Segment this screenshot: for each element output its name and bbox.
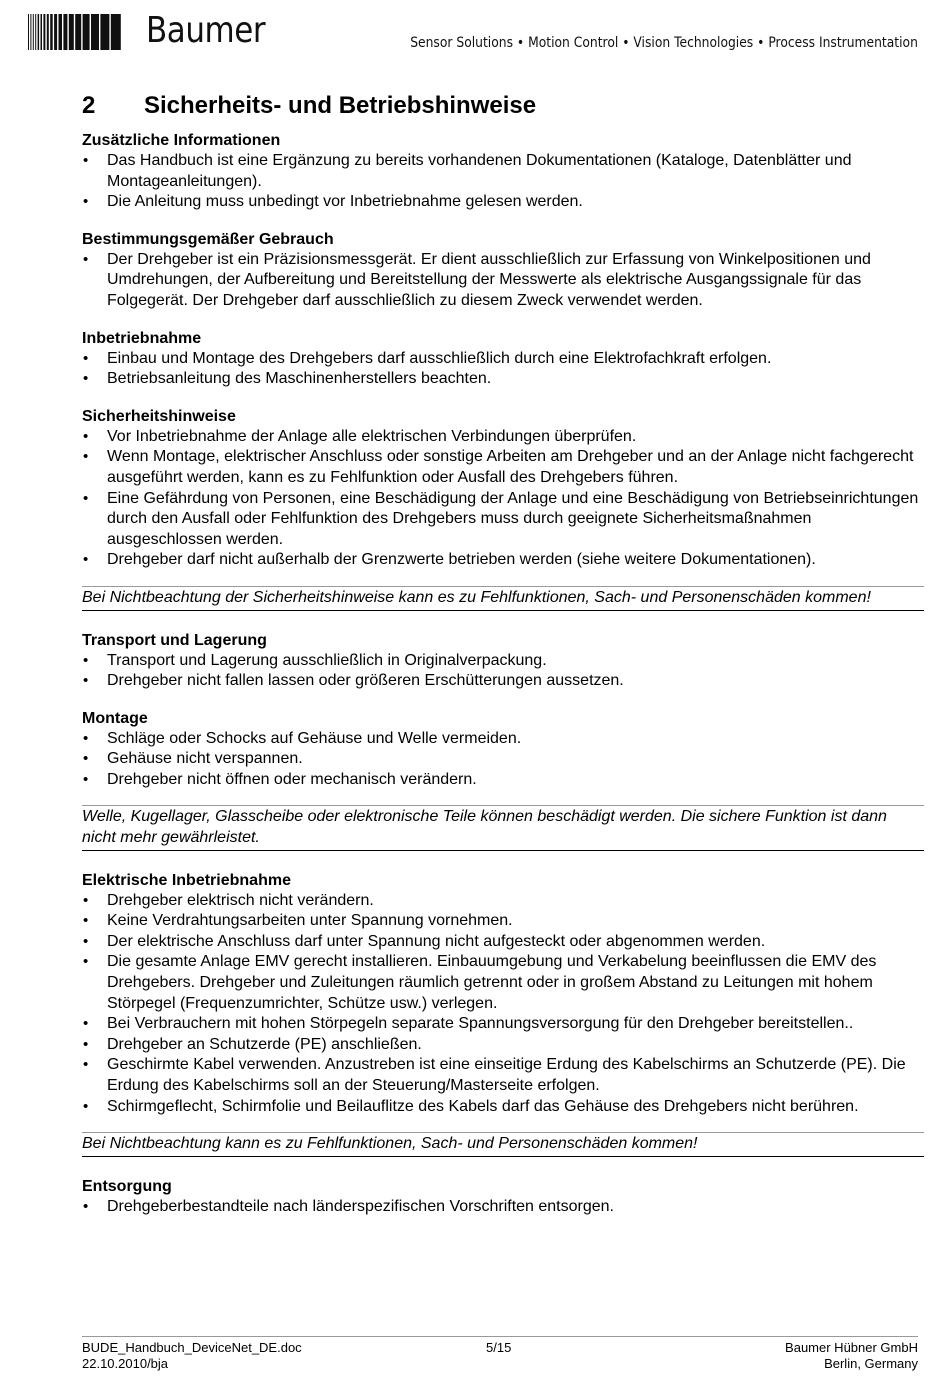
section [82,328,924,390]
chapter-title: Sicherheits- und Betriebshinweise [144,92,537,119]
section-heading: Bestimmungsgemäßer Gebrauch [82,230,334,248]
list-item: • Keine Verdrahtungsarbeiten unter Spannung vornehmen. [82,911,924,932]
section [82,630,924,692]
list-item: • Drehgeberbestandteile nach länderspezifischen Vorschriften entsorgen. [82,1197,924,1218]
section-heading: Transport und Lagerung [82,631,267,649]
list-item: • Gehäuse nicht verspannen. [82,749,924,770]
bullet-list [82,651,924,692]
section-heading: Montage [82,709,148,727]
header-tagline: Sensor Solutions • Motion Control • Vision Technologies • Process Instrumentation [410,35,918,51]
list-item: • Drehgeber an Schutzerde (PE) anschließen. [82,1035,924,1056]
section-heading: Entsorgung [82,1177,172,1195]
list-item: • Wenn Montage, elektrischer Anschluss oder sonstige Arbeiten am Drehgeber und an der Anlage nicht fachgerecht ausgeführt werden, kann es zu Fehlfunktion oder Ausfall des Drehgebers führen. [82,447,924,488]
list-item: • Einbau und Montage des Drehgebers darf ausschließlich durch eine Elektrofachkraft erfolgen. [82,349,924,370]
section-heading: Sicherheitshinweise [82,407,236,425]
list-item: • Schirmgeflecht, Schirmfolie und Beilauflitze des Kabels darf das Gehäuse des Drehgebers nicht berühren. [82,1097,924,1118]
warning-note: Bei Nichtbeachtung kann es zu Fehlfunktionen, Sach- und Personenschäden kommen! [82,1132,924,1157]
list-item: • Drehgeber darf nicht außerhalb der Grenzwerte betrieben werden (siehe weitere Dokumentationen). [82,550,924,571]
footer-right [785,1340,918,1372]
page-content [82,92,924,1233]
footer-date: 22.10.2010/bja [82,1356,169,1371]
list-item: • Bei Verbrauchern mit hohen Störpegeln separate Spannungsversorgung für den Drehgeber bereitstellen.. [82,1014,924,1035]
footer-filename: BUDE_Handbuch_DeviceNet_DE.doc [82,1340,302,1355]
bullet-list [82,151,924,213]
bullet-list [82,729,924,791]
list-item: • Drehgeber nicht fallen lassen oder größeren Erschütterungen aussetzen. [82,671,924,692]
list-item: • Geschirmte Kabel verwenden. Anzustreben ist eine einseitige Erdung des Kabelschirms an Schutzerde (PE). Die Erdung des Kabelschirms soll an der Steuerung/Masterseite erfolgen. [82,1055,924,1096]
section-heading: Elektrische Inbetriebnahme [82,871,291,889]
bullet-list [82,1197,924,1218]
brand-name: Baumer [146,10,266,51]
chapter-number: 2 [82,92,96,119]
footer-left [82,1340,302,1372]
sections-container [82,130,924,1217]
section [82,708,924,791]
section [82,1176,924,1218]
list-item: • Betriebsanleitung des Maschinenherstellers beachten. [82,369,924,390]
footer-company: Baumer Hübner GmbH [785,1340,918,1355]
section [82,229,924,312]
footer-location: Berlin, Germany [824,1356,918,1371]
list-item: • Drehgeber elektrisch nicht verändern. [82,891,924,912]
list-item: • Der Drehgeber ist ein Präzisionsmessgerät. Er dient ausschließlich zur Erfassung von Winkelpositionen und Umdrehungen, der Aufbereitung und Bereitstellung der Messwerte als elektrische Ausgangssignale für das Folgegerät. Der Drehgeber darf ausschließlich zu diesem Zweck verwendet werden. [82,250,924,312]
list-item: • Schläge oder Schocks auf Gehäuse und Welle vermeiden. [82,729,924,750]
warning-note: Welle, Kugellager, Glasscheibe oder elektronische Teile können beschädigt werden. Die sichere Funktion ist dann nicht mehr gewährleistet. [82,805,924,850]
list-item: • Das Handbuch ist eine Ergänzung zu bereits vorhandenen Dokumentationen (Kataloge, Datenblätter und Montageanleitungen). [82,151,924,192]
list-item: • Transport und Lagerung ausschließlich in Originalverpackung. [82,651,924,672]
bullet-list [82,427,924,571]
list-item: • Eine Gefährdung von Personen, eine Beschädigung der Anlage und eine Beschädigung von Betriebseinrichtungen durch den Ausfall oder Fehlfunktion des Drehgebers muss durch geeignete Sicherheitsmaßnahmen ausgeschlossen werden. [82,489,924,551]
footer-page-number: 5/15 [486,1340,512,1355]
section-heading: Zusätzliche Informationen [82,132,281,149]
bullet-list [82,891,924,1118]
bullet-list [82,349,924,390]
baumer-bars-logo-icon [28,14,136,50]
section [82,870,924,1118]
section [82,130,924,213]
list-item: • Die gesamte Anlage EMV gerecht installieren. Einbauumgebung und Verkabelung beeinflussen die EMV des Drehgebers. Drehgeber und Zuleitungen räumlich getrennt oder in großem Abstand zu Leitungen mit hohem Störpegel (Frequenzumrichter, Schütze usw.) verlegen. [82,952,924,1014]
section [82,406,924,571]
warning-note: Bei Nichtbeachtung der Sicherheitshinweise kann es zu Fehlfunktionen, Sach- und Personenschäden kommen! [82,586,924,611]
section-heading: Inbetriebnahme [82,329,202,347]
list-item: • Drehgeber nicht öffnen oder mechanisch verändern. [82,770,924,791]
list-item: • Der elektrische Anschluss darf unter Spannung nicht aufgesteckt oder abgenommen werden. [82,932,924,953]
list-item: • Die Anleitung muss unbedingt vor Inbetriebnahme gelesen werden. [82,192,924,213]
bullet-list [82,250,924,312]
chapter-heading [82,92,924,120]
page-header [0,0,950,70]
page-footer [82,1336,918,1371]
list-item: • Vor Inbetriebnahme der Anlage alle elektrischen Verbindungen überprüfen. [82,427,924,448]
